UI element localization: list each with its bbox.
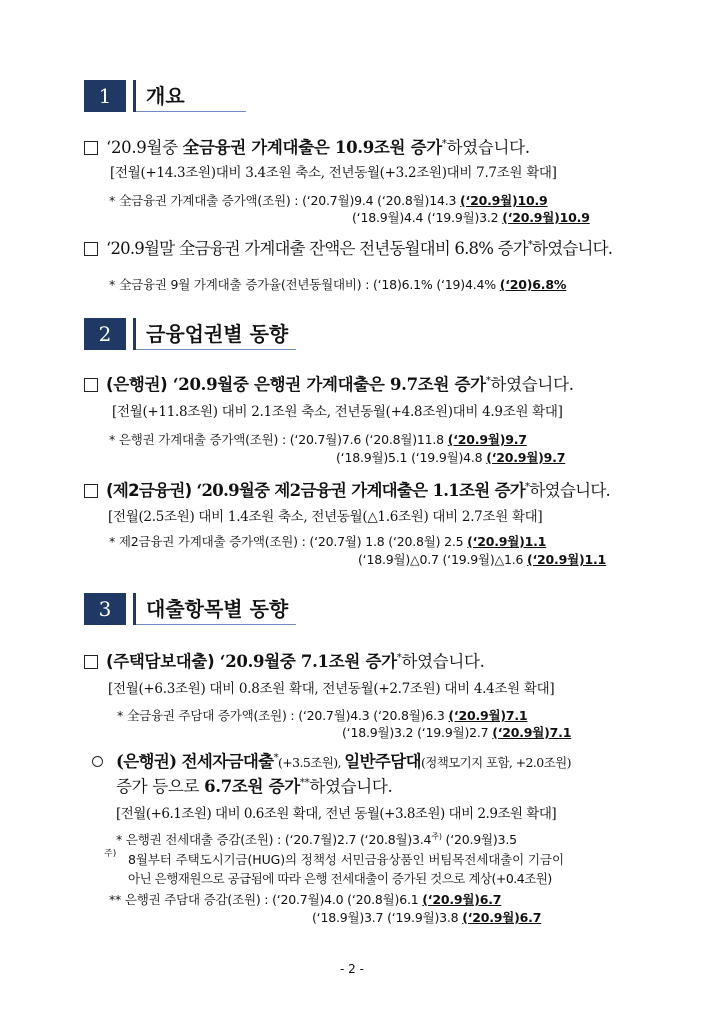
- footnote-line-2: 아닌 은행재원으로 공급됨에 따라 은행 전세대출이 증가된 것으로 계상(+0.4조원): [128, 871, 552, 886]
- bank-detail-note-2: ** 은행권 주담대 증감(조원) : (‘20.7월)4.0 (‘20.8월)6.1 (‘20.9월)6.7: [109, 892, 502, 907]
- loan-mortgage-bracket: [전월(+6.3조원) 대비 0.8조원 확대, 전년동월(+2.7조원) 대비 4.4조원 확대]: [108, 681, 555, 697]
- section-title: 금융업권별 동향: [146, 322, 289, 346]
- footnote-line-1: 8월부터 주택도시기금(HUG)의 정책성 서민금융상품인 버팀목전세대출이 기금이: [128, 852, 564, 867]
- loan-mortgage: (주택담보대출) ‘20.9월중 7.1조원 증가*하였습니다.: [106, 652, 485, 671]
- overview-item-2: ‘20.9월말 全금융권 가계대출 잔액은 전년동월대비 6.8% 증가*하였습니다.: [106, 239, 613, 258]
- section-underline: [136, 624, 296, 625]
- section-number: 1: [84, 80, 126, 112]
- section-underline: [136, 349, 296, 350]
- checkbox-bullet: [84, 484, 98, 498]
- circle-bullet: [92, 756, 103, 767]
- section-number: 2: [84, 318, 126, 350]
- bank-detail-line-1: (은행권) 전세자금대출*(+3.5조원), 일반주담대(정책모기지 포함, +2.0조원): [116, 752, 571, 771]
- sector-bank-note-2: (‘18.9월)5.1 (‘19.9월)4.8 (‘20.9월)9.7: [336, 450, 566, 465]
- sector-secondary-note-2: (‘18.9월)△0.7 (‘19.9월)△1.6 (‘20.9월)1.1: [358, 552, 607, 567]
- section-title: 개요: [146, 84, 185, 108]
- overview-item-1-note: * 全금융권 가계대출 증가액(조원) : (‘20.7월)9.4 (‘20.8월)14.3 (‘20.9월)10.9: [109, 193, 548, 208]
- section-title: 대출항목별 동향: [146, 597, 289, 621]
- overview-item-2-note: * 全금융권 9월 가계대출 증가율(전년동월대비) : (‘18)6.1% (‘19)4.4% (‘20)6.8%: [109, 277, 567, 292]
- bank-detail-note-3: (‘18.9월)3.7 (‘19.9월)3.8 (‘20.9월)6.7: [312, 910, 542, 925]
- sector-secondary: (제2금융권) ‘20.9월중 제2금융권 가계대출은 1.1조원 증가*하였습니다.: [106, 481, 611, 500]
- overview-item-1-bracket: [전월(+14.3조원)대비 3.4조원 축소, 전년동월(+3.2조원)대비 7.7조원 확대]: [110, 165, 557, 181]
- overview-item-1-note-2: (‘18.9월)4.4 (‘19.9월)3.2 (‘20.9월)10.9: [352, 210, 590, 225]
- loan-mortgage-note-2: (‘18.9월)3.2 (‘19.9월)2.7 (‘20.9월)7.1: [342, 725, 572, 740]
- sector-bank-bracket: [전월(+11.8조원) 대비 2.1조원 축소, 전년동월(+4.8조원)대비 4.9조원 확대]: [112, 404, 563, 420]
- checkbox-bullet: [84, 378, 98, 392]
- sector-secondary-note: * 제2금융권 가계대출 증가액(조원) : (‘20.7월) 1.8 (‘20.8월) 2.5 (‘20.9월)1.1: [109, 534, 547, 549]
- checkbox-bullet: [84, 242, 98, 256]
- bank-detail-bracket: [전월(+6.1조원) 대비 0.6조원 확대, 전년 동월(+3.8조원) 대비 2.9조원 확대]: [116, 806, 557, 822]
- section-divider: [133, 80, 136, 112]
- section-number: 3: [84, 593, 126, 625]
- section-underline: [136, 111, 246, 112]
- checkbox-bullet: [84, 655, 98, 669]
- sector-bank-note: * 은행권 가계대출 증가액(조원) : (‘20.7월)7.6 (‘20.8월)11.8 (‘20.9월)9.7: [109, 432, 527, 447]
- bank-detail-note-1: * 은행권 전세대출 증감(조원) : (‘20.7월)2.7 (‘20.8월)$3.4^{주)}$ (‘20.9월)3.5: [116, 831, 517, 847]
- sector-bank: (은행권) ‘20.9월중 은행권 가계대출은 9.7조원 증가*하였습니다.: [106, 375, 574, 394]
- page-number: - 2 -: [340, 962, 364, 976]
- sector-secondary-bracket: [전월(2.5조원) 대비 1.4조원 축소, 전년동월(△1.6조원) 대비 2.7조원 확대]: [108, 509, 543, 525]
- section-divider: [133, 593, 136, 625]
- section-divider: [133, 318, 136, 350]
- overview-item-1: ‘20.9월중 全금융권 가계대출은 10.9조원 증가*하였습니다.: [106, 138, 530, 157]
- loan-mortgage-note: * 全금융권 주담대 증가액(조원) : (‘20.7월)4.3 (‘20.8월)6.3 (‘20.9월)7.1: [117, 708, 528, 723]
- checkbox-bullet: [84, 141, 98, 155]
- bank-detail-line-2: 증가 등으로 6.7조원 증가**하였습니다.: [116, 777, 393, 796]
- footnote-mark: 주): [104, 849, 117, 859]
